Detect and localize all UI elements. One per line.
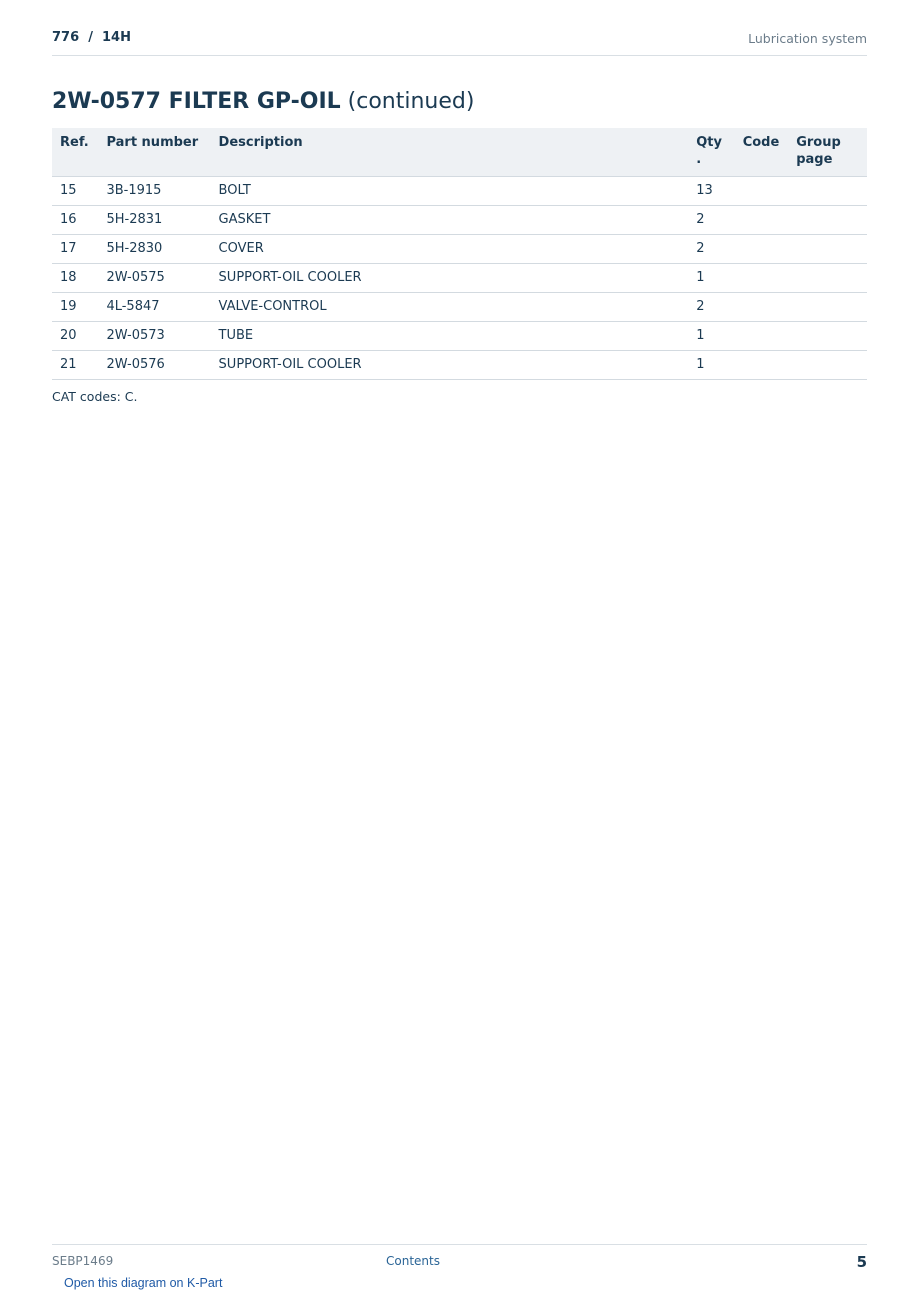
cell-description: BOLT xyxy=(211,177,689,206)
cell-code xyxy=(735,235,789,264)
model-label: 776 / 14H xyxy=(52,30,131,45)
document-id: SEBP1469 xyxy=(52,1254,114,1268)
table-row xyxy=(52,264,867,293)
table-row xyxy=(52,177,867,206)
cell-part-number: 2W-0576 xyxy=(98,351,210,380)
cell-part-number: 3B-1915 xyxy=(98,177,210,206)
cell-code xyxy=(735,351,789,380)
table-body xyxy=(52,177,867,380)
page-header xyxy=(52,28,867,56)
cell-description: GASKET xyxy=(211,206,689,235)
title-suffix: (continued) xyxy=(347,89,475,114)
table-header xyxy=(52,128,867,177)
cell-group-page xyxy=(788,293,867,322)
cell-qty: 1 xyxy=(688,351,734,380)
col-header-part-number: Part number xyxy=(98,128,210,177)
cell-group-page xyxy=(788,351,867,380)
cell-description: SUPPORT-OIL COOLER xyxy=(211,264,689,293)
cell-group-page xyxy=(788,177,867,206)
table-row xyxy=(52,322,867,351)
page-title xyxy=(52,89,474,114)
col-header-description: Description xyxy=(211,128,689,177)
cell-qty: 2 xyxy=(688,235,734,264)
table-row xyxy=(52,351,867,380)
table-row xyxy=(52,206,867,235)
cell-ref: 18 xyxy=(52,264,98,293)
col-header-group-page: Group page xyxy=(788,128,867,177)
page-footer xyxy=(52,1244,867,1275)
cell-group-page xyxy=(788,264,867,293)
cell-description: SUPPORT-OIL COOLER xyxy=(211,351,689,380)
cell-part-number: 2W-0573 xyxy=(98,322,210,351)
cell-group-page xyxy=(788,206,867,235)
table-header-row xyxy=(52,128,867,177)
cell-description: COVER xyxy=(211,235,689,264)
cell-part-number: 4L-5847 xyxy=(98,293,210,322)
cell-code xyxy=(735,293,789,322)
contents-link[interactable]: Contents xyxy=(386,1254,440,1268)
cell-qty: 2 xyxy=(688,293,734,322)
cell-description: VALVE-CONTROL xyxy=(211,293,689,322)
col-header-qty: Qty . xyxy=(688,128,734,177)
open-kpart-link[interactable]: Open this diagram on K-Part xyxy=(64,1276,223,1290)
col-header-code: Code xyxy=(735,128,789,177)
cat-codes-note: CAT codes: C. xyxy=(52,389,138,404)
cell-code xyxy=(735,322,789,351)
cell-code xyxy=(735,177,789,206)
cell-qty: 2 xyxy=(688,206,734,235)
cell-part-number: 5H-2830 xyxy=(98,235,210,264)
cell-ref: 19 xyxy=(52,293,98,322)
cell-qty: 1 xyxy=(688,322,734,351)
col-header-ref: Ref. xyxy=(52,128,98,177)
cell-qty: 1 xyxy=(688,264,734,293)
table-row xyxy=(52,293,867,322)
cell-ref: 21 xyxy=(52,351,98,380)
cell-qty: 13 xyxy=(688,177,734,206)
cell-part-number: 2W-0575 xyxy=(98,264,210,293)
parts-table xyxy=(52,128,867,380)
cell-code xyxy=(735,264,789,293)
cell-description: TUBE xyxy=(211,322,689,351)
cell-ref: 16 xyxy=(52,206,98,235)
section-label: Lubrication system xyxy=(748,31,867,46)
page-number: 5 xyxy=(856,1253,867,1271)
cell-group-page xyxy=(788,235,867,264)
cell-ref: 20 xyxy=(52,322,98,351)
cell-code xyxy=(735,206,789,235)
cell-part-number: 5H-2831 xyxy=(98,206,210,235)
cell-ref: 17 xyxy=(52,235,98,264)
cell-group-page xyxy=(788,322,867,351)
title-main: 2W-0577 FILTER GP-OIL xyxy=(52,89,341,114)
cell-ref: 15 xyxy=(52,177,98,206)
table-row xyxy=(52,235,867,264)
